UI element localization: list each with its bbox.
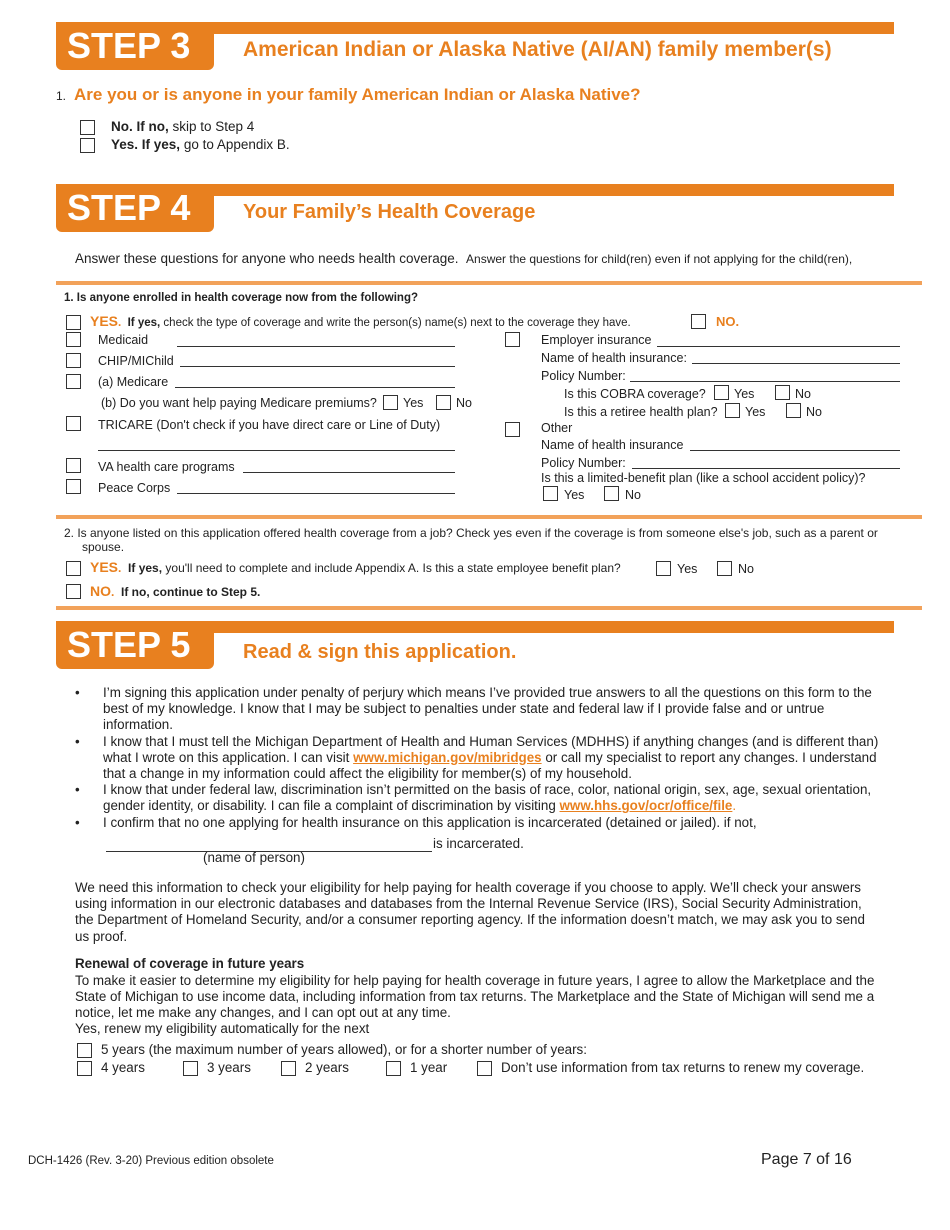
- cobra-yes-checkbox[interactable]: [714, 385, 729, 400]
- mibridges-link[interactable]: www.michigan.gov/mibridges: [353, 749, 542, 765]
- other-policy-line[interactable]: [632, 468, 900, 469]
- renewal-heading: Renewal of coverage in future years: [75, 956, 305, 971]
- retiree-yes-checkbox[interactable]: [725, 403, 740, 418]
- tricare-label: TRICARE (Don't check if you have direct care or Line of Duty): [98, 418, 441, 432]
- renew-5-years-label: 5 years (the maximum number of years allowed), or for a shorter number of years:: [101, 1042, 587, 1057]
- signature-statements: [75, 685, 890, 831]
- other-policy-label: Policy Number:: [541, 456, 626, 470]
- step4-divider-top: [56, 281, 922, 285]
- renew-5-years-checkbox[interactable]: [77, 1043, 92, 1058]
- statement-perjury: • I’m signing this application under penalty of perjury which means I’ve provided true answers to all the questions on this form to the best of my knowledge. I know that I may be subject to penalties under state and federal law if I provide false and or untrue information.: [75, 685, 872, 733]
- renewal-paragraph: To make it easier to determine my eligibility for help paying for health coverage in future years, I agree to allow the Marketplace and the State of Michigan to use income data, including information from tax returns. The Marketplace and the State of Michigan will send me a notice, let me make any changes, and I can opt out at any time.: [75, 973, 875, 1021]
- medicaid-checkbox[interactable]: [66, 332, 81, 347]
- eligibility-paragraph: We need this information to check your eligibility for help paying for health coverage if you choose to apply. We’ll check your answers using information in our electronic databases and databases from the Internal Revenue Service (IRS), Social Security Administration, the Department of Homeland Security, and/or a consumer reporting agency. If the information doesn’t match, we may ask you to send us proof.: [75, 880, 865, 944]
- state-plan-no-label: No: [738, 562, 754, 576]
- renew-3-years-label: 3 years: [207, 1060, 251, 1075]
- name-of-person-caption: (name of person): [203, 850, 305, 865]
- medicaid-label: Medicaid: [98, 333, 149, 347]
- form-id: DCH-1426 (Rev. 3-20) Previous edition obsolete: [28, 1155, 274, 1167]
- other-insurance-name-label: Name of health insurance: [541, 438, 684, 452]
- statement-report-changes: • I know that I must tell the Michigan Department of Health and Human Services (MDHHS) if anything changes (and is different than) what I wrote on this application. I can visit www.michigan.gov/mibridges or call my specialist to report any changes. I understand that a change in my information could affect the eligibility for member(s) of my household.: [75, 733, 879, 782]
- step3-number: STEP 3: [56, 22, 214, 70]
- statement-discrimination: • I know that under federal law, discrimination isn’t permitted on the basis of race, color, national origin, sex, age, sexual orientation, gender identity, or disability. I can file a complaint of discrimination by visiting www.hhs.gov/ocr/office/file.: [75, 782, 872, 814]
- q2-yes-line: YES. If yes, you'll need to complete and include Appendix A. Is this a state employee benefit plan?: [90, 559, 621, 575]
- page-number: Page 7 of 16: [761, 1151, 852, 1168]
- step5-number: STEP 5: [56, 621, 214, 669]
- step3-no-checkbox[interactable]: [80, 120, 95, 135]
- step3-yes-checkbox[interactable]: [80, 138, 95, 153]
- limited-yes-label: Yes: [564, 488, 585, 502]
- medicare-name-line[interactable]: [175, 387, 455, 388]
- renewal-yes-text: Yes, renew my eligibility automatically for the next: [75, 1021, 370, 1036]
- renew-2-years-checkbox[interactable]: [281, 1061, 296, 1076]
- state-plan-no-checkbox[interactable]: [717, 561, 732, 576]
- peace-corps-label: Peace Corps: [98, 481, 171, 495]
- renew-1-year-label: 1 year: [410, 1060, 448, 1075]
- renew-1-year-checkbox[interactable]: [386, 1061, 401, 1076]
- step4-intro: Answer these questions for anyone who needs health coverage. Answer the questions for child(ren) even if not applying for the child(ren),: [75, 251, 853, 266]
- va-name-line[interactable]: [243, 472, 455, 473]
- step5-title: Read & sign this application.: [243, 641, 517, 663]
- hhs-ocr-link[interactable]: www.hhs.gov/ocr/office/file: [559, 798, 733, 814]
- step3-yes-option: Yes. If yes, go to Appendix B.: [111, 137, 290, 152]
- medicare-label: (a) Medicare: [98, 375, 169, 389]
- medicaid-name-line[interactable]: [177, 346, 455, 347]
- other-checkbox[interactable]: [505, 422, 520, 437]
- step3-title: American Indian or Alaska Native (AI/AN) family member(s): [243, 38, 832, 61]
- retiree-question: Is this a retiree health plan?: [564, 405, 718, 419]
- step4-number: STEP 4: [56, 184, 214, 232]
- tricare-name-line[interactable]: [98, 450, 455, 451]
- renew-dont-use-checkbox[interactable]: [477, 1061, 492, 1076]
- va-label: VA health care programs: [98, 460, 235, 474]
- incarcerated-suffix: is incarcerated.: [433, 836, 524, 851]
- state-plan-yes-label: Yes: [677, 562, 698, 576]
- medicare-help-no-label: No: [456, 396, 472, 410]
- peace-corps-checkbox[interactable]: [66, 479, 81, 494]
- step4-q1-text: 1. Is anyone enrolled in health coverage now from the following?: [64, 292, 418, 304]
- cobra-no-label: No: [795, 387, 811, 401]
- medicare-help-question: (b) Do you want help paying Medicare premiums?: [101, 396, 377, 410]
- limited-yes-checkbox[interactable]: [543, 486, 558, 501]
- retiree-yes-label: Yes: [745, 405, 766, 419]
- medicare-help-no-checkbox[interactable]: [436, 395, 451, 410]
- cobra-yes-label: Yes: [734, 387, 755, 401]
- chip-label: CHIP/MIChild: [98, 354, 174, 368]
- limited-no-checkbox[interactable]: [604, 486, 619, 501]
- employer-name-line[interactable]: [657, 346, 900, 347]
- statement-incarceration: • I confirm that no one applying for health insurance on this application is incarcerated (detained or jailed). if not,: [75, 814, 757, 830]
- q1-no-label: NO.: [716, 314, 740, 329]
- step3-q1-number: 1.: [56, 89, 67, 103]
- employer-insurance-name-label: Name of health insurance:: [541, 351, 687, 365]
- tricare-checkbox[interactable]: [66, 416, 81, 431]
- state-plan-yes-checkbox[interactable]: [656, 561, 671, 576]
- medicare-help-yes-label: Yes: [403, 396, 424, 410]
- va-checkbox[interactable]: [66, 458, 81, 473]
- other-label: Other: [541, 421, 573, 435]
- cobra-no-checkbox[interactable]: [775, 385, 790, 400]
- renew-2-years-label: 2 years: [305, 1060, 349, 1075]
- chip-checkbox[interactable]: [66, 353, 81, 368]
- employer-policy-line[interactable]: [630, 381, 900, 382]
- renew-3-years-checkbox[interactable]: [183, 1061, 198, 1076]
- cobra-question: Is this COBRA coverage?: [564, 387, 706, 401]
- renew-dont-use-label: Don’t use information from tax returns to renew my coverage.: [501, 1060, 865, 1075]
- step4-divider-mid: [56, 515, 922, 519]
- q2-no-checkbox[interactable]: [66, 584, 81, 599]
- retiree-no-label: No: [806, 405, 822, 419]
- other-insurance-name-line[interactable]: [690, 450, 900, 451]
- limited-no-label: No: [625, 488, 641, 502]
- peace-corps-name-line[interactable]: [177, 493, 455, 494]
- q2-text-line1: 2. Is anyone listed on this application offered health coverage from a job? Check yes even if the coverage is from someone else's job, such as a parent or: [64, 526, 878, 540]
- q1-yes-line: YES. If yes, check the type of coverage and write the person(s) name(s) next to the coverage they have.: [90, 313, 631, 329]
- q2-no-line: NO. If no, continue to Step 5.: [90, 583, 261, 599]
- employer-checkbox[interactable]: [505, 332, 520, 347]
- renew-4-years-checkbox[interactable]: [77, 1061, 92, 1076]
- medicare-help-yes-checkbox[interactable]: [383, 395, 398, 410]
- step4-divider-bottom: [56, 606, 922, 610]
- step3-no-option: No. If no, skip to Step 4: [111, 119, 255, 134]
- retiree-no-checkbox[interactable]: [786, 403, 801, 418]
- step4-title: Your Family’s Health Coverage: [243, 201, 536, 223]
- employer-insurance-name-line[interactable]: [692, 363, 900, 364]
- employer-label: Employer insurance: [541, 333, 652, 347]
- q1-no-checkbox[interactable]: [691, 314, 706, 329]
- chip-name-line[interactable]: [180, 366, 455, 367]
- q2-yes-checkbox[interactable]: [66, 561, 81, 576]
- medicare-checkbox[interactable]: [66, 374, 81, 389]
- limited-benefit-question: Is this a limited-benefit plan (like a school accident policy)?: [541, 471, 866, 485]
- employer-policy-label: Policy Number:: [541, 369, 626, 383]
- step3-q1-text: Are you or is anyone in your family American Indian or Alaska Native?: [74, 85, 641, 104]
- q1-yes-checkbox[interactable]: [66, 315, 81, 330]
- q2-text-line2: spouse.: [82, 540, 125, 554]
- renew-4-years-label: 4 years: [101, 1060, 145, 1075]
